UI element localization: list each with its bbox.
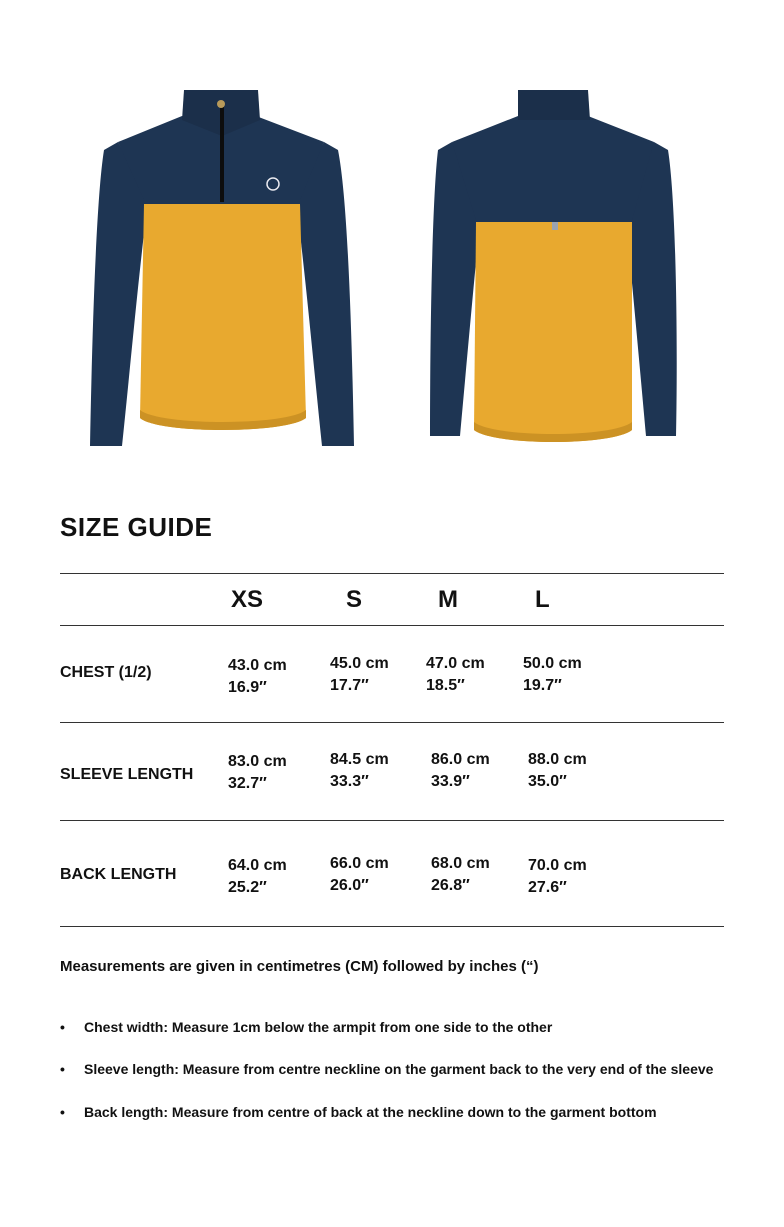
jacket-back-icon	[426, 80, 680, 448]
row-label-sleeve-length: SLEEVE LENGTH	[60, 766, 194, 783]
table-cell: 88.0 cm 35.0″	[528, 751, 587, 790]
bullet-icon: •	[60, 1104, 65, 1120]
table-cell: 66.0 cm 26.0″	[330, 855, 389, 894]
table-cell: 50.0 cm 19.7″	[523, 655, 582, 694]
size-header-m: M	[438, 586, 458, 613]
jacket-front-icon	[86, 80, 358, 452]
table-top-rule	[60, 573, 724, 574]
bullet-icon: •	[60, 1061, 65, 1077]
table-row-rule	[60, 820, 724, 821]
table-cell: 47.0 cm 18.5″	[426, 655, 485, 694]
table-bottom-rule	[60, 926, 724, 927]
table-cell: 64.0 cm 25.2″	[228, 857, 287, 896]
row-label-back-length: BACK LENGTH	[60, 866, 177, 883]
table-cell: 84.5 cm 33.3″	[330, 751, 389, 790]
size-header-s: S	[346, 586, 363, 613]
table-cell: 83.0 cm 32.7″	[228, 753, 287, 792]
row-label-chest: CHEST (1/2)	[60, 664, 152, 681]
table-cell: 86.0 cm 33.9″	[431, 751, 490, 790]
bullet-icon: •	[60, 1019, 65, 1035]
list-item: • Back length: Measure from centre of back at the neckline down to the garment bottom	[60, 1104, 657, 1120]
size-header-xs: XS	[231, 586, 264, 613]
table-header-rule	[60, 625, 724, 626]
measurement-note: Measurements are given in centimetres (CM) followed by inches (“)	[60, 958, 539, 975]
page-title: SIZE GUIDE	[60, 512, 213, 542]
table-row-rule	[60, 722, 724, 723]
size-header-l: L	[535, 586, 550, 613]
table-cell: 68.0 cm 26.8″	[431, 855, 490, 894]
table-cell: 70.0 cm 27.6″	[528, 857, 587, 896]
table-cell: 45.0 cm 17.7″	[330, 655, 389, 694]
table-cell: 43.0 cm 16.9″	[228, 657, 287, 696]
list-item: • Sleeve length: Measure from centre neckline on the garment back to the very end of the sleeve	[60, 1061, 714, 1077]
list-item: • Chest width: Measure 1cm below the armpit from one side to the other	[60, 1019, 553, 1035]
